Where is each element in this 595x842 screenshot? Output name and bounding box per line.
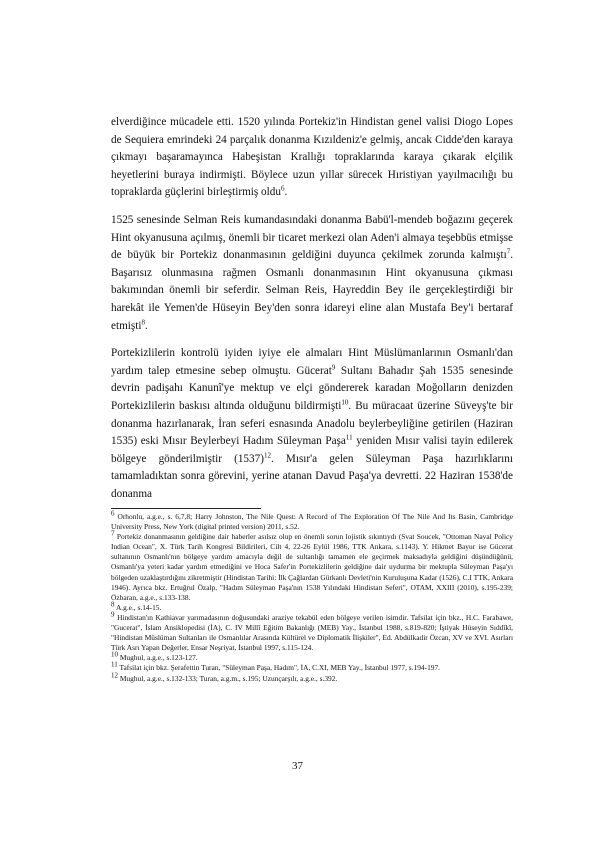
footnote-ref[interactable]: 7 [506, 247, 511, 256]
footnote-number: 8 [111, 600, 115, 609]
footnote: $^{12}$ Mughul, a.g.e., s.132-133; Turan, a.g.m., s.195; Uzunçarşılı, a.g.e., s.392. [111, 671, 338, 683]
paragraph: elverdiğince mücadele etti. 1520 yılında Portekiz'in Hindistan genel valisi Diogo Lopes de Sequiera emrindeki 24 parçalık donanma Kızıldeniz'e gelmiş, ancak Cidde'den karaya çıkmayı başaramayınca Habeşistan Krallığı topraklarında karaya çıkarak elçilik heyetlerini buraya indirmişti. Böylece uzun yıllar sürecek Hıristiyan yayılmacılığı bu topraklarda güçlerini birleştirmiş oldu$^6$. [111, 116, 513, 199]
main-text [111, 114, 513, 513]
footnote-number: 7 [111, 529, 115, 538]
paragraph: 1525 senesinde Selman Reis kumandasındaki donanma Babü'l-mendeb boğazını geçerek Hint okyanusuna açılmış, önemli bir ticaret merkezi olan Aden'i almaya teşebbüs etmişse de büyük bir Portekiz donanmasının geldiğini duyunca çekilmek zorunda kalmıştı$^7$. Başarısız olunmasına rağmen Osmanlı donanmasının Hint okyanusuna çıkması bakımından önemli bir seferdir. Selman Reis, Hayreddin Bey ile gerçekleştirdiği bir harekât ile Yemen'de Hüseyin Bey'den sonra idareyi eline alan Mustafa Bey'i bertaraf etmişti$^8$. [111, 213, 513, 332]
footnote-number: 12 [111, 671, 118, 680]
footnote: $^{11}$ Tafsilat için bkz. Şerafettin Turan, "Süleyman Paşa, Hadım", İA, C.XI, MEB Yay., İstanbul 1977, s.194-197. [111, 660, 441, 673]
footnote-number: 11 [111, 660, 118, 669]
page-number: 37 [292, 760, 303, 772]
footnote: $^{10}$ Mughul, a.g.e., s.123-127. [111, 650, 198, 663]
footnotes [111, 509, 513, 684]
footnote: $^8$ A.g.e., s.14-15. [111, 600, 162, 612]
footnote-ref[interactable]: 12 [263, 450, 271, 459]
footnote-number: 6 [111, 509, 115, 518]
footnote-ref[interactable]: 8 [141, 317, 145, 326]
footnote-separator [111, 508, 261, 509]
footnote: $^6$ Orhonlu, a.g.e., s. 6,7,8; Harry Johnston, The Nile Quest: A Record of The Exploration Of The Nile And Its Basin, Cambridge University Press, New York (digital printed version) 2011, s.52. [111, 509, 513, 532]
footnote: $^9$ Hindistan'ın Kathiavar yarımadasının doğusundaki araziye tekabül eden bölgeye verilen isimdir. Tafsilat için bkz., H.C. Farabawe, "Gucerat", İslam Ansiklopedisi (İA), C. IV Millî Eğitim Bakanlığı (MEB) Yay., İstanbul 1988, s.819-820; İştiyak Hüseyin Sıddîkî, "Hindistan Müslüman Sultanları ile Osmanlılar Arasında Kültürel ve Diplomatik İlişkiler", Ed. Abdülkadir Özcan, XV ve XVI. Asırları Türk Asrı Yapan Değerler, Ensar Neşriyat, İstanbul 1997, s.115-124. [111, 610, 513, 653]
footnote-ref[interactable]: 9 [331, 362, 336, 371]
footnote-ref[interactable]: 6 [280, 184, 285, 193]
footnote-number: 10 [111, 650, 118, 659]
footnote-number: 9 [111, 610, 115, 619]
footnote-ref[interactable]: 11 [345, 433, 353, 442]
footnote: $^7$ Portekiz donanmasının geldiğine dair haberler asılsız olup en önemli sorun lojistik sıkıntıydı (Svat Soucek, "Ottoman Naval Policy Indian Ocean", X. Türk Tarih Kongresi Bildirileri, Cilt 4, 22-26 Eylül 1986, TTK Ankara, s.1143). Y. Hikmet Bayur ise Gücerat sultanının Osmanlı'nın bölgeye yardım amacıyla değil de sultanlığı tamamen ele geçirmek maksadıyla geldiğini düşündüğünü, Osmanlı'ya yeteri kadar yardım etmediğini ve Hoca Safer'in Portekizlilerin geldiğine dair uydurma bir mektupla Süleyman Paşa'yı bölgeden uzaklaştırdığını zikretmiştir (Hindistan Tarihi: İlk Çağlardan Gürkanlı Devleti'nin Kuruluşuna Kadar (1526), C.I TTK, Ankara 1946). Ayrıca bkz. Ertuğrul Özalp, "Hadım Süleyman Paşa'nın 1538 Yılındaki Hindistan Seferi", OTAM, XXIII (2010), s.195-239; Özbaran, a.g.e., s.133-138. [111, 529, 513, 602]
footnote-ref[interactable]: 10 [341, 398, 349, 407]
paragraph: Portekizlilerin kontrolü iyiden iyiye ele almaları Hint Müslümanlarının Osmanlı'dan yardım talep etmesine sebep olmuştu. Gücerat$^9$ Sultanı Bahadır Şah 1535 senesinde devrin padişahı Kanunî'ye mektup ve elçi göndererek karadan Moğolların denizden Portekizlilerin baskısı altında olduğunu bildirmişti$^{10}$. Bu müracaat üzerine Süveyş'te bir donanma hazırlanarak, İran seferi esnasında Anadolu beylerbeyliğine getirilen (Haziran 1535) eski Mısır Beylerbeyi Hadım Süleyman Paşa$^{11}$ yeniden Mısır valisi tayin edilerek bölgeye gönderilmiştir $(1537)^{12}$. Mısır'a gelen Süleyman Paşa hazırlıklarını tamamladıktan sonra görevini, yerine atanan Davud Paşa'ya devretti. 22 Haziran 1538'de donanma [111, 347, 513, 500]
